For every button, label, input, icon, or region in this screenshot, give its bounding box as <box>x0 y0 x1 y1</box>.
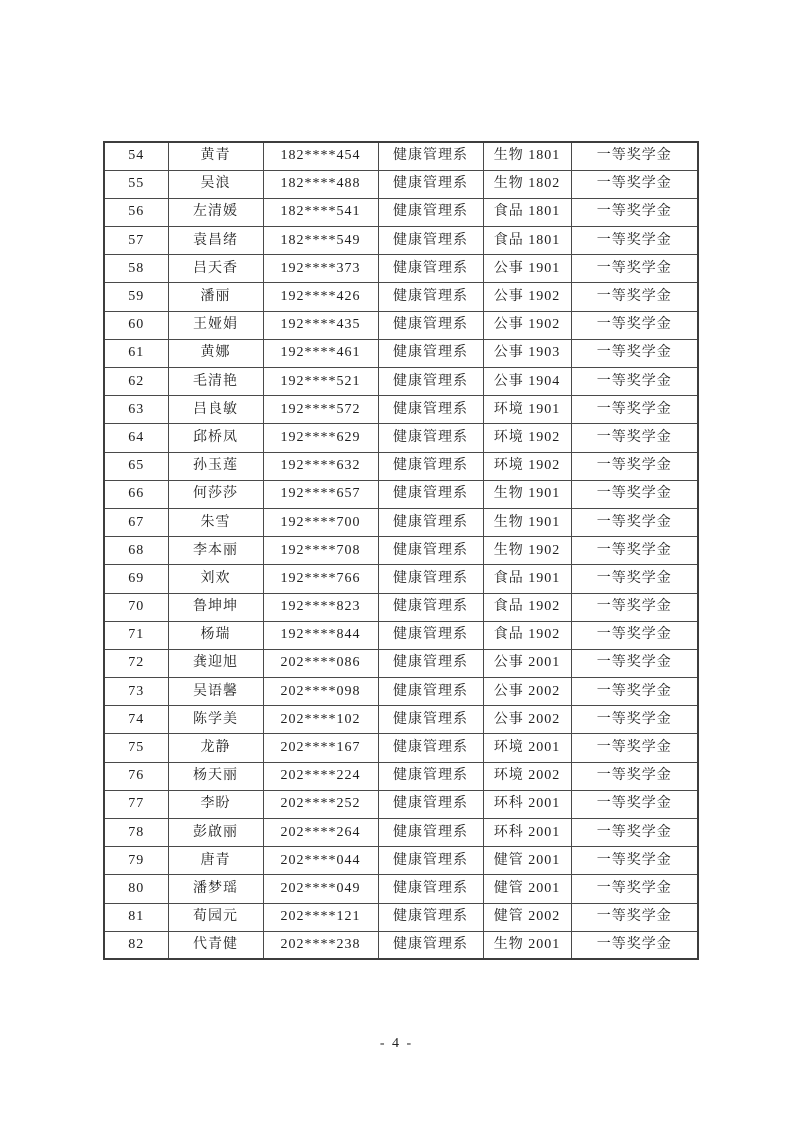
name-cell: 潘梦瑶 <box>168 875 263 903</box>
award-cell: 一等奖学金 <box>571 198 698 226</box>
student-id-cell: 192****629 <box>263 424 378 452</box>
row-number-cell: 77 <box>104 790 168 818</box>
award-cell: 一等奖学金 <box>571 508 698 536</box>
name-cell: 朱雪 <box>168 508 263 536</box>
department-cell: 健康管理系 <box>378 368 483 396</box>
award-cell: 一等奖学金 <box>571 396 698 424</box>
class-cell: 健管 2001 <box>483 875 571 903</box>
table-row <box>104 621 698 649</box>
department-cell: 健康管理系 <box>378 649 483 677</box>
award-cell: 一等奖学金 <box>571 678 698 706</box>
table-row <box>104 452 698 480</box>
class-cell: 食品 1801 <box>483 227 571 255</box>
class-cell: 公事 1903 <box>483 339 571 367</box>
student-id-cell: 192****708 <box>263 537 378 565</box>
department-cell: 健康管理系 <box>378 706 483 734</box>
class-cell: 环境 1902 <box>483 452 571 480</box>
name-cell: 龙静 <box>168 734 263 762</box>
student-id-cell: 182****541 <box>263 198 378 226</box>
row-number-cell: 63 <box>104 396 168 424</box>
department-cell: 健康管理系 <box>378 790 483 818</box>
row-number-cell: 61 <box>104 339 168 367</box>
department-cell: 健康管理系 <box>378 678 483 706</box>
row-number-cell: 60 <box>104 311 168 339</box>
name-cell: 何莎莎 <box>168 480 263 508</box>
department-cell: 健康管理系 <box>378 198 483 226</box>
award-cell: 一等奖学金 <box>571 847 698 875</box>
table-row <box>104 368 698 396</box>
department-cell: 健康管理系 <box>378 424 483 452</box>
table-row <box>104 480 698 508</box>
table-row <box>104 537 698 565</box>
award-cell: 一等奖学金 <box>571 931 698 959</box>
table-row <box>104 283 698 311</box>
table-row <box>104 678 698 706</box>
table-row <box>104 170 698 198</box>
award-cell: 一等奖学金 <box>571 565 698 593</box>
student-id-cell: 202****121 <box>263 903 378 931</box>
student-id-cell: 192****435 <box>263 311 378 339</box>
student-id-cell: 192****572 <box>263 396 378 424</box>
award-cell: 一等奖学金 <box>571 452 698 480</box>
name-cell: 吕良敏 <box>168 396 263 424</box>
student-id-cell: 192****521 <box>263 368 378 396</box>
department-cell: 健康管理系 <box>378 170 483 198</box>
class-cell: 环境 2001 <box>483 734 571 762</box>
name-cell: 潘丽 <box>168 283 263 311</box>
class-cell: 健管 2001 <box>483 847 571 875</box>
row-number-cell: 67 <box>104 508 168 536</box>
department-cell: 健康管理系 <box>378 480 483 508</box>
name-cell: 黄青 <box>168 142 263 170</box>
table-row <box>104 255 698 283</box>
class-cell: 生物 1901 <box>483 480 571 508</box>
student-id-cell: 202****049 <box>263 875 378 903</box>
row-number-cell: 71 <box>104 621 168 649</box>
row-number-cell: 64 <box>104 424 168 452</box>
class-cell: 食品 1902 <box>483 621 571 649</box>
table-row <box>104 396 698 424</box>
row-number-cell: 54 <box>104 142 168 170</box>
table-row <box>104 227 698 255</box>
department-cell: 健康管理系 <box>378 621 483 649</box>
class-cell: 生物 1801 <box>483 142 571 170</box>
name-cell: 左清媛 <box>168 198 263 226</box>
department-cell: 健康管理系 <box>378 762 483 790</box>
student-id-cell: 192****461 <box>263 339 378 367</box>
class-cell: 环科 2001 <box>483 819 571 847</box>
row-number-cell: 55 <box>104 170 168 198</box>
student-id-cell: 192****426 <box>263 283 378 311</box>
name-cell: 毛清艳 <box>168 368 263 396</box>
student-id-cell: 182****488 <box>263 170 378 198</box>
department-cell: 健康管理系 <box>378 255 483 283</box>
award-cell: 一等奖学金 <box>571 480 698 508</box>
class-cell: 环境 2002 <box>483 762 571 790</box>
table-row <box>104 762 698 790</box>
department-cell: 健康管理系 <box>378 847 483 875</box>
department-cell: 健康管理系 <box>378 339 483 367</box>
award-cell: 一等奖学金 <box>571 593 698 621</box>
student-id-cell: 202****167 <box>263 734 378 762</box>
row-number-cell: 59 <box>104 283 168 311</box>
department-cell: 健康管理系 <box>378 283 483 311</box>
student-id-cell: 192****700 <box>263 508 378 536</box>
name-cell: 邱桥凤 <box>168 424 263 452</box>
class-cell: 食品 1901 <box>483 565 571 593</box>
award-cell: 一等奖学金 <box>571 903 698 931</box>
table-row <box>104 565 698 593</box>
award-cell: 一等奖学金 <box>571 170 698 198</box>
class-cell: 公事 1902 <box>483 311 571 339</box>
name-cell: 孙玉莲 <box>168 452 263 480</box>
row-number-cell: 70 <box>104 593 168 621</box>
student-id-cell: 202****224 <box>263 762 378 790</box>
table-row <box>104 649 698 677</box>
name-cell: 吴语馨 <box>168 678 263 706</box>
award-cell: 一等奖学金 <box>571 790 698 818</box>
department-cell: 健康管理系 <box>378 537 483 565</box>
row-number-cell: 74 <box>104 706 168 734</box>
student-id-cell: 192****823 <box>263 593 378 621</box>
department-cell: 健康管理系 <box>378 142 483 170</box>
name-cell: 黄娜 <box>168 339 263 367</box>
award-cell: 一等奖学金 <box>571 649 698 677</box>
student-id-cell: 182****454 <box>263 142 378 170</box>
page-number: - 4 - <box>379 1036 414 1051</box>
row-number-cell: 65 <box>104 452 168 480</box>
award-cell: 一等奖学金 <box>571 424 698 452</box>
student-id-cell: 202****098 <box>263 678 378 706</box>
name-cell: 龚迎旭 <box>168 649 263 677</box>
award-cell: 一等奖学金 <box>571 875 698 903</box>
table-row <box>104 706 698 734</box>
row-number-cell: 57 <box>104 227 168 255</box>
table-row <box>104 790 698 818</box>
student-id-cell: 192****844 <box>263 621 378 649</box>
row-number-cell: 75 <box>104 734 168 762</box>
name-cell: 彭啟丽 <box>168 819 263 847</box>
student-id-cell: 182****549 <box>263 227 378 255</box>
row-number-cell: 80 <box>104 875 168 903</box>
class-cell: 食品 1902 <box>483 593 571 621</box>
row-number-cell: 62 <box>104 368 168 396</box>
scholarship-table <box>103 141 699 960</box>
name-cell: 杨瑞 <box>168 621 263 649</box>
scholarship-table-body <box>104 142 698 959</box>
award-cell: 一等奖学金 <box>571 368 698 396</box>
student-id-cell: 192****657 <box>263 480 378 508</box>
class-cell: 健管 2002 <box>483 903 571 931</box>
table-row <box>104 142 698 170</box>
award-cell: 一等奖学金 <box>571 339 698 367</box>
table-row <box>104 903 698 931</box>
department-cell: 健康管理系 <box>378 875 483 903</box>
table-row <box>104 198 698 226</box>
row-number-cell: 82 <box>104 931 168 959</box>
class-cell: 环科 2001 <box>483 790 571 818</box>
table-row <box>104 593 698 621</box>
department-cell: 健康管理系 <box>378 311 483 339</box>
table-row <box>104 875 698 903</box>
class-cell: 公事 1901 <box>483 255 571 283</box>
award-cell: 一等奖学金 <box>571 706 698 734</box>
award-cell: 一等奖学金 <box>571 311 698 339</box>
row-number-cell: 69 <box>104 565 168 593</box>
class-cell: 公事 1904 <box>483 368 571 396</box>
award-cell: 一等奖学金 <box>571 283 698 311</box>
name-cell: 代青健 <box>168 931 263 959</box>
student-id-cell: 202****102 <box>263 706 378 734</box>
class-cell: 生物 1901 <box>483 508 571 536</box>
name-cell: 李盼 <box>168 790 263 818</box>
class-cell: 生物 1902 <box>483 537 571 565</box>
table-row <box>104 847 698 875</box>
row-number-cell: 76 <box>104 762 168 790</box>
table-row <box>104 311 698 339</box>
department-cell: 健康管理系 <box>378 931 483 959</box>
award-cell: 一等奖学金 <box>571 142 698 170</box>
row-number-cell: 68 <box>104 537 168 565</box>
student-id-cell: 202****044 <box>263 847 378 875</box>
name-cell: 唐青 <box>168 847 263 875</box>
class-cell: 公事 1902 <box>483 283 571 311</box>
department-cell: 健康管理系 <box>378 508 483 536</box>
award-cell: 一等奖学金 <box>571 255 698 283</box>
row-number-cell: 66 <box>104 480 168 508</box>
student-id-cell: 202****238 <box>263 931 378 959</box>
class-cell: 生物 1802 <box>483 170 571 198</box>
name-cell: 荀园元 <box>168 903 263 931</box>
award-cell: 一等奖学金 <box>571 734 698 762</box>
class-cell: 食品 1801 <box>483 198 571 226</box>
class-cell: 环境 1902 <box>483 424 571 452</box>
department-cell: 健康管理系 <box>378 819 483 847</box>
table-row <box>104 931 698 959</box>
student-id-cell: 192****632 <box>263 452 378 480</box>
class-cell: 环境 1901 <box>483 396 571 424</box>
award-cell: 一等奖学金 <box>571 227 698 255</box>
class-cell: 公事 2002 <box>483 678 571 706</box>
award-cell: 一等奖学金 <box>571 819 698 847</box>
name-cell: 吴浪 <box>168 170 263 198</box>
student-id-cell: 202****086 <box>263 649 378 677</box>
department-cell: 健康管理系 <box>378 593 483 621</box>
row-number-cell: 72 <box>104 649 168 677</box>
department-cell: 健康管理系 <box>378 396 483 424</box>
row-number-cell: 58 <box>104 255 168 283</box>
name-cell: 刘欢 <box>168 565 263 593</box>
row-number-cell: 56 <box>104 198 168 226</box>
table-row <box>104 424 698 452</box>
department-cell: 健康管理系 <box>378 903 483 931</box>
award-cell: 一等奖学金 <box>571 537 698 565</box>
department-cell: 健康管理系 <box>378 734 483 762</box>
name-cell: 鲁坤坤 <box>168 593 263 621</box>
name-cell: 李本丽 <box>168 537 263 565</box>
department-cell: 健康管理系 <box>378 565 483 593</box>
department-cell: 健康管理系 <box>378 452 483 480</box>
name-cell: 陈学美 <box>168 706 263 734</box>
award-cell: 一等奖学金 <box>571 762 698 790</box>
name-cell: 吕天香 <box>168 255 263 283</box>
table-row <box>104 734 698 762</box>
name-cell: 王娅娟 <box>168 311 263 339</box>
class-cell: 生物 2001 <box>483 931 571 959</box>
row-number-cell: 79 <box>104 847 168 875</box>
name-cell: 袁昌绪 <box>168 227 263 255</box>
row-number-cell: 81 <box>104 903 168 931</box>
row-number-cell: 73 <box>104 678 168 706</box>
department-cell: 健康管理系 <box>378 227 483 255</box>
table-row <box>104 339 698 367</box>
student-id-cell: 202****264 <box>263 819 378 847</box>
student-id-cell: 202****252 <box>263 790 378 818</box>
table-row <box>104 508 698 536</box>
class-cell: 公事 2001 <box>483 649 571 677</box>
table-row <box>104 819 698 847</box>
name-cell: 杨天丽 <box>168 762 263 790</box>
award-cell: 一等奖学金 <box>571 621 698 649</box>
row-number-cell: 78 <box>104 819 168 847</box>
class-cell: 公事 2002 <box>483 706 571 734</box>
student-id-cell: 192****373 <box>263 255 378 283</box>
student-id-cell: 192****766 <box>263 565 378 593</box>
